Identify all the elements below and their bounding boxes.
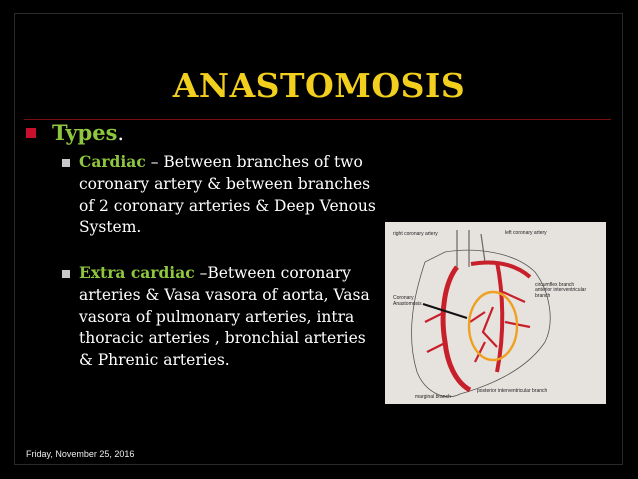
bullet-extra-cardiac (62, 262, 382, 372)
label-circumflex: circumflex branch (535, 282, 575, 288)
label-posterior: posterior interventricular branch (477, 388, 548, 394)
bullet-cardiac (62, 151, 382, 239)
bullet-square-icon (62, 159, 70, 167)
cardiac-description: – Between branches of two coronary artery & between branches of 2 coronary arteries & Deep Venous System. (79, 153, 376, 237)
extra-cardiac-keyword: Extra cardiac (79, 263, 195, 282)
bullet-types (26, 120, 124, 145)
heart-illustration (385, 222, 606, 404)
label-marginal: marginal branch (415, 394, 451, 400)
label-coronary-1: Coronary (393, 295, 414, 301)
types-label: Types (52, 120, 118, 145)
label-coronary-2: Anastomosis (393, 301, 422, 307)
label-anterior-1: anterior interventricular (535, 287, 587, 293)
footer-date: Friday, November 25, 2016 (26, 449, 135, 459)
extra-cardiac-description: –Between coronary arteries & Vasa vasora of aorta, Vasa vasora of pulmonary arteries, intra thoracic arteries , bronchial arteries & Phrenic arteries. (79, 264, 370, 370)
label-right-coronary: right coronary artery (393, 231, 438, 237)
cardiac-keyword: Cardiac (79, 152, 146, 171)
heart-outline (412, 250, 551, 397)
extra-cardiac-text (79, 262, 382, 372)
right-coronary-artery (443, 267, 470, 390)
anastomosis-highlight-ring (469, 292, 517, 360)
types-punct: . (117, 121, 125, 145)
slide-title: ANASTOMOSIS (172, 66, 466, 105)
label-anterior-2: branch (535, 293, 551, 299)
cardiac-text (79, 151, 382, 239)
bullet-square-icon (26, 128, 36, 138)
types-heading (52, 120, 124, 145)
anterior-interventricular-branch (497, 262, 502, 372)
coronary-anastomosis-diagram (385, 222, 606, 404)
bullet-square-icon (62, 270, 70, 278)
label-left-coronary: left coronary artery (505, 230, 547, 236)
